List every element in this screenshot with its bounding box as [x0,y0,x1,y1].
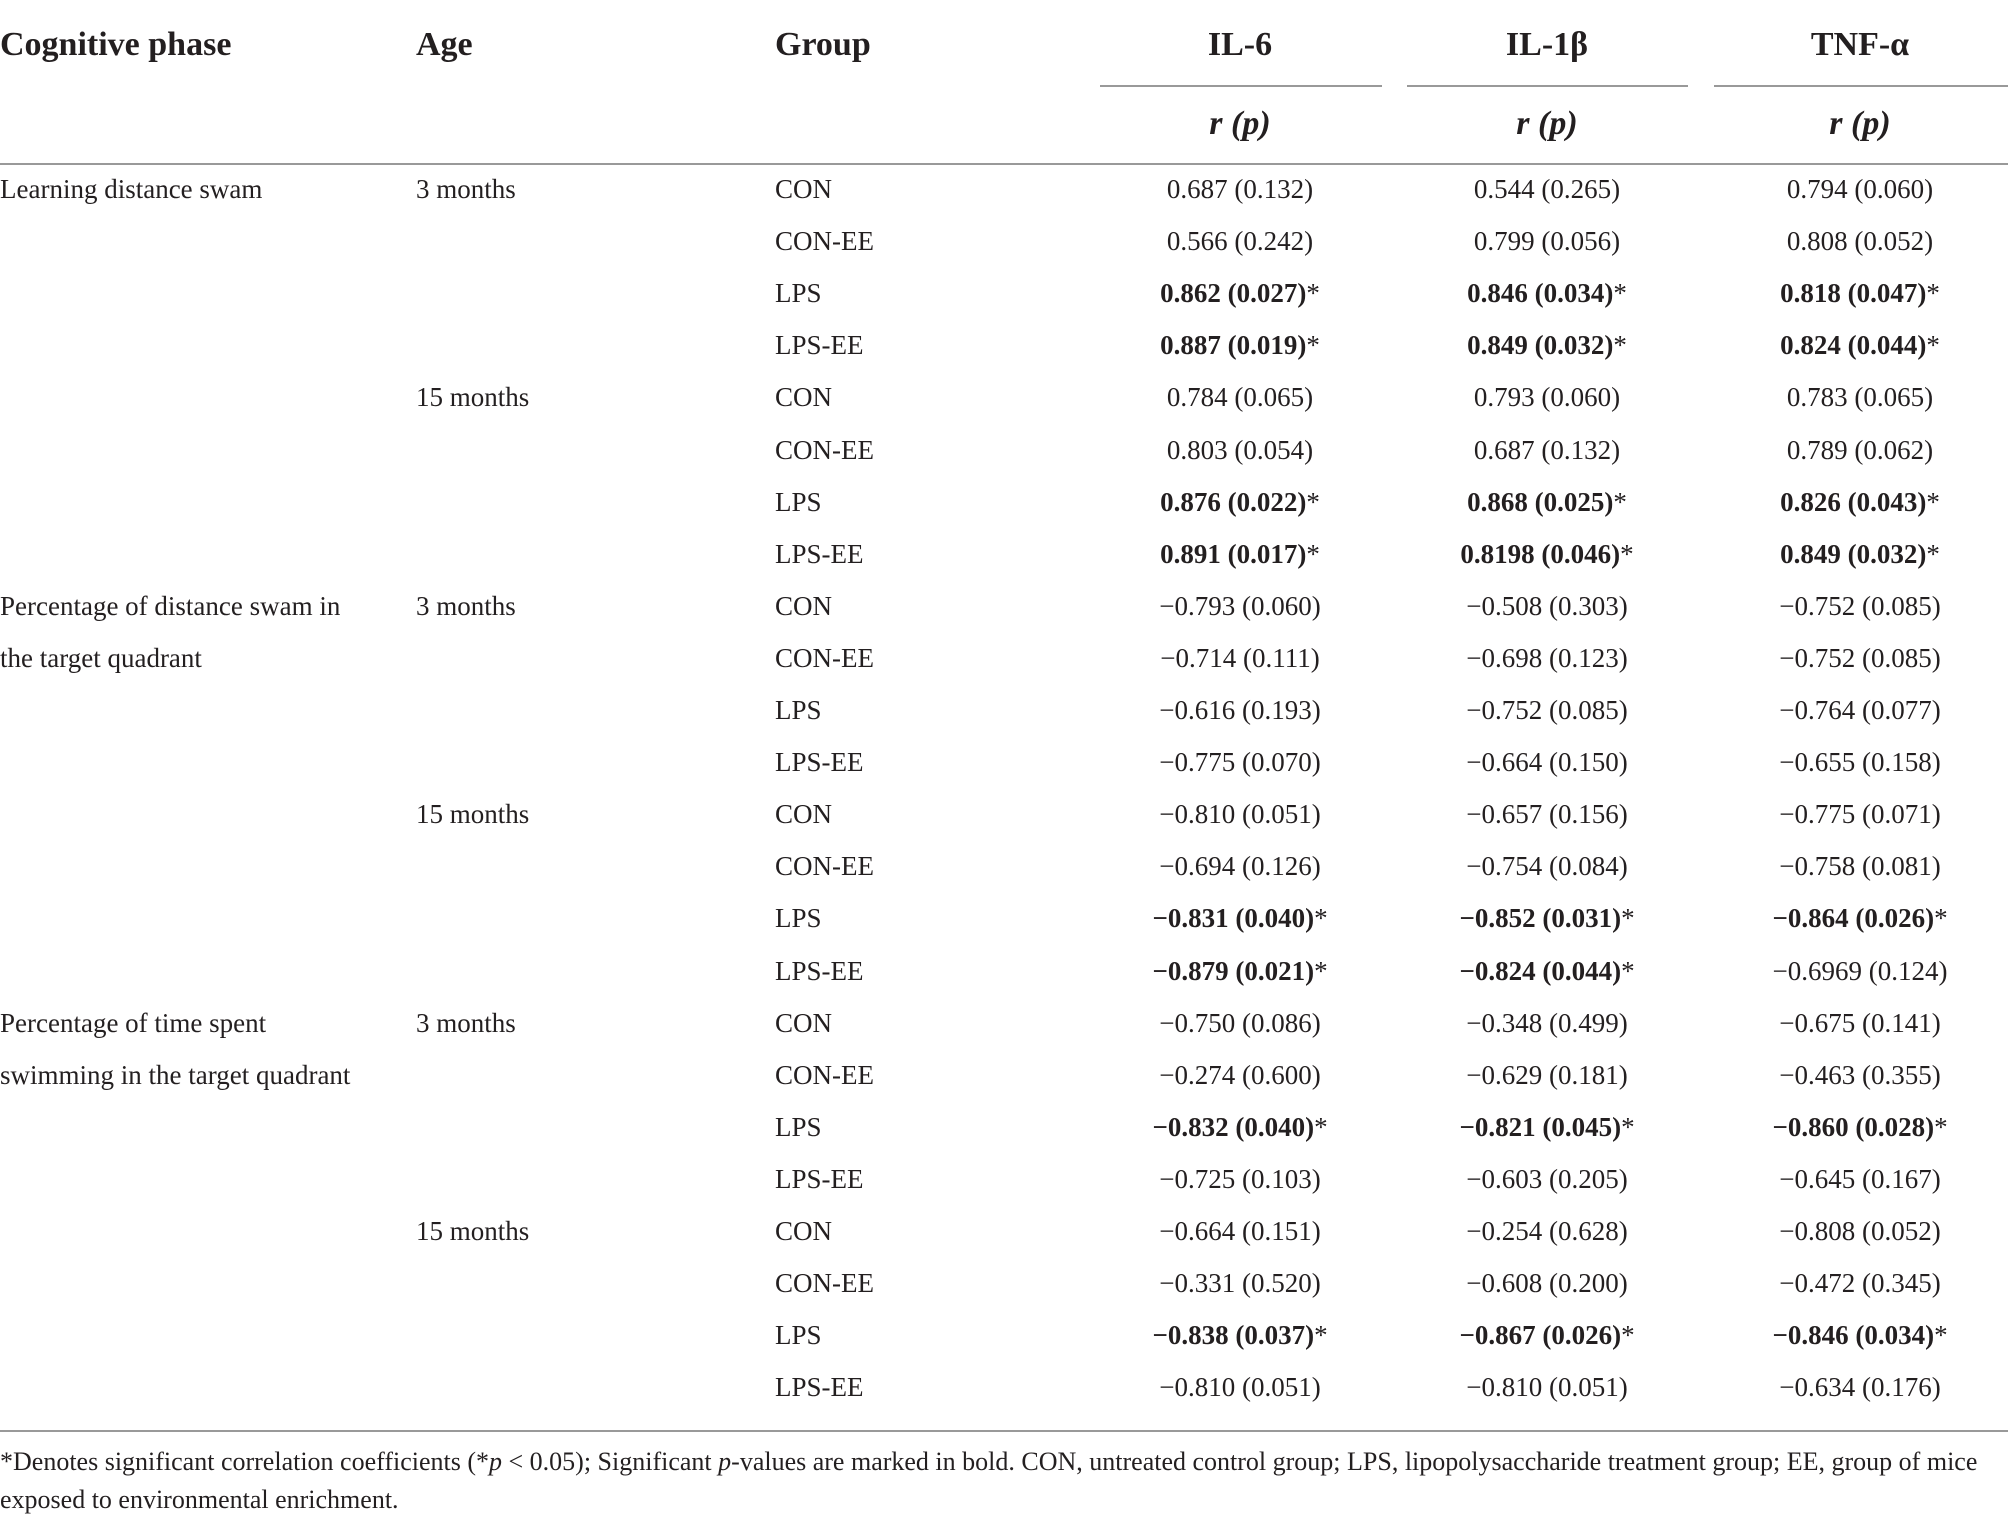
value-cell-tnfa [1780,280,1940,307]
value-cell-il6 [1160,541,1320,568]
value-cell-il6 [1167,176,1313,203]
subheader-il6: r (p) [1209,105,1271,142]
correlation-value: −0.775 (0.071) [1779,799,1941,829]
correlation-value: −0.655 (0.158) [1779,747,1941,777]
significance-marker: * [1314,903,1328,933]
correlation-value: −0.846 (0.034) [1772,1320,1935,1350]
value-cell-il6 [1152,1114,1327,1141]
correlation-value: −0.331 (0.520) [1159,1268,1321,1298]
footnote-p-symbol-2: p [718,1447,732,1476]
value-cell-tnfa [1773,958,1948,985]
correlation-value: −0.831 (0.040) [1152,903,1315,933]
correlation-value: 0.799 (0.056) [1473,226,1621,256]
header-il6: IL-6 [1207,26,1273,63]
value-cell-il6 [1159,749,1320,776]
significance-marker: * [1613,487,1627,517]
correlation-value: −0.664 (0.151) [1159,1216,1321,1246]
correlation-value: −0.879 (0.021) [1152,956,1315,986]
correlation-value: 0.544 (0.265) [1473,174,1621,204]
value-cell-il1b [1466,749,1627,776]
correlation-value: 0.849 (0.032) [1467,330,1614,360]
correlation-value: −0.810 (0.051) [1159,1372,1321,1402]
significance-marker: * [1621,956,1635,986]
value-cell-il1b [1466,593,1627,620]
value-cell-tnfa [1780,332,1940,359]
correlation-value: −0.634 (0.176) [1779,1372,1941,1402]
cognitive-phase-label: Learning distance swam [0,174,263,204]
value-cell-tnfa [1779,697,1940,724]
group-label: LPS-EE [775,539,864,569]
group-label: CON-EE [775,435,874,465]
correlation-value: −0.824 (0.044) [1459,956,1622,986]
group-label: CON [775,174,833,204]
group-label: LPS [775,278,822,308]
value-cell-il1b [1467,332,1627,359]
value-cell-tnfa [1779,853,1940,880]
correlation-value: −0.629 (0.181) [1466,1060,1628,1090]
correlation-value: −0.752 (0.085) [1466,695,1628,725]
group-label: CON-EE [775,226,874,256]
correlation-value: −0.254 (0.628) [1466,1216,1628,1246]
header-cognitive-phase: Cognitive phase [0,26,232,63]
group-label: LPS [775,1112,822,1142]
header-group: Group [775,26,871,63]
value-cell-tnfa [1779,749,1940,776]
cognitive-phase-label: Percentage of distance swam in [0,591,341,621]
correlation-value: −0.864 (0.026) [1772,903,1935,933]
value-cell-il6 [1159,593,1320,620]
value-cell-tnfa [1779,801,1940,828]
value-cell-il1b [1466,801,1627,828]
correlation-value: 0.789 (0.062) [1786,435,1934,465]
correlation-value: −0.764 (0.077) [1779,695,1941,725]
group-label: CON [775,591,833,621]
cognitive-phase-label: swimming in the target quadrant [0,1060,351,1090]
significance-marker: * [1926,278,1940,308]
correlation-value: −0.608 (0.200) [1466,1268,1628,1298]
correlation-value: −0.752 (0.085) [1779,643,1941,673]
significance-marker: * [1934,903,1948,933]
correlation-value: 0.803 (0.054) [1166,435,1314,465]
significance-marker: * [1934,1320,1948,1350]
value-cell-il1b [1466,1218,1627,1245]
value-cell-il6 [1159,801,1320,828]
value-cell-tnfa [1779,593,1940,620]
significance-marker: * [1621,903,1635,933]
age-label: 3 months [416,591,516,621]
correlation-value: −0.810 (0.051) [1466,1372,1628,1402]
value-cell-il1b [1466,1270,1627,1297]
correlation-value: −0.657 (0.156) [1466,799,1628,829]
correlation-value: 0.849 (0.032) [1780,539,1927,569]
significance-marker: * [1306,539,1320,569]
correlation-value: −0.752 (0.085) [1779,591,1941,621]
cognitive-phase-label: Percentage of time spent [0,1008,267,1038]
value-cell-tnfa [1779,1166,1940,1193]
value-cell-il1b [1467,489,1627,516]
value-cell-il1b [1466,697,1627,724]
value-cell-il1b [1466,645,1627,672]
correlation-value: −0.675 (0.141) [1779,1008,1941,1038]
correlation-value: −0.348 (0.499) [1466,1008,1628,1038]
value-cell-il1b [1474,176,1620,203]
significance-marker: * [1314,1320,1328,1350]
correlation-value: 0.824 (0.044) [1780,330,1927,360]
group-label: LPS-EE [775,1372,864,1402]
value-cell-il1b [1474,384,1620,411]
value-cell-tnfa [1787,176,1933,203]
significance-marker: * [1306,330,1320,360]
correlation-value: −0.664 (0.150) [1466,747,1628,777]
significance-marker: * [1306,487,1320,517]
group-label: LPS [775,1320,822,1350]
correlation-value: −0.793 (0.060) [1159,591,1321,621]
correlation-value: 0.846 (0.034) [1467,278,1614,308]
footnote-part-1: *Denotes significant correlation coefficients (* [0,1447,490,1476]
group-label: LPS [775,903,822,933]
group-label: CON [775,799,833,829]
value-cell-il6 [1160,489,1320,516]
header-tnfa: TNF-α [1810,26,1910,63]
value-cell-il1b [1466,1166,1627,1193]
value-cell-il1b [1459,958,1634,985]
value-cell-il1b [1459,905,1634,932]
group-label: CON-EE [775,1060,874,1090]
correlation-value: −0.810 (0.051) [1159,799,1321,829]
significance-marker: * [1314,1112,1328,1142]
correlation-value: 0.784 (0.065) [1166,382,1314,412]
correlation-value: −0.832 (0.040) [1152,1112,1315,1142]
footnote-part-2: < 0.05); Significant [502,1447,719,1476]
correlation-value: 0.887 (0.019) [1160,330,1307,360]
group-label: CON-EE [775,1268,874,1298]
value-cell-il1b [1459,1322,1634,1349]
value-cell-il6 [1152,1322,1327,1349]
significance-marker: * [1926,487,1940,517]
value-cell-il6 [1167,384,1313,411]
age-label: 3 months [416,174,516,204]
value-cell-il6 [1159,697,1320,724]
group-label: LPS [775,487,822,517]
correlation-value: −0.645 (0.167) [1779,1164,1941,1194]
correlation-value: −0.694 (0.126) [1159,851,1321,881]
group-label: CON [775,382,833,412]
correlation-value: 0.8198 (0.046) [1460,539,1621,569]
significance-marker: * [1926,330,1940,360]
significance-marker: * [1306,278,1320,308]
correlation-value: −0.725 (0.103) [1159,1164,1321,1194]
age-label: 15 months [416,799,530,829]
value-cell-il6 [1159,1062,1320,1089]
value-cell-il6 [1167,228,1313,255]
value-cell-tnfa [1787,437,1933,464]
correlation-value: −0.508 (0.303) [1466,591,1628,621]
correlation-value: −0.714 (0.111) [1160,643,1320,673]
footnote-p-symbol: p [489,1447,503,1476]
value-cell-il6 [1159,1374,1320,1401]
table-footnote [0,1443,1990,1519]
correlation-value: −0.775 (0.070) [1159,747,1321,777]
significance-marker: * [1314,956,1328,986]
value-cell-tnfa [1772,1322,1947,1349]
group-label: LPS-EE [775,330,864,360]
value-cell-il6 [1159,1010,1320,1037]
significance-marker: * [1621,1320,1635,1350]
value-cell-tnfa [1787,384,1933,411]
correlation-value: 0.891 (0.017) [1160,539,1307,569]
age-label: 15 months [416,382,530,412]
value-cell-il6 [1152,958,1327,985]
value-cell-il6 [1159,1218,1320,1245]
correlation-value: −0.750 (0.086) [1159,1008,1321,1038]
group-label: CON-EE [775,851,874,881]
header-rule-tnfa [1714,85,2008,87]
group-label: CON-EE [775,643,874,673]
group-label: LPS [775,695,822,725]
group-label: CON [775,1008,833,1038]
correlation-value: −0.616 (0.193) [1159,695,1321,725]
correlation-value: 0.826 (0.043) [1780,487,1927,517]
value-cell-tnfa [1779,1218,1940,1245]
correlation-value: 0.687 (0.132) [1473,435,1621,465]
correlation-value: −0.274 (0.600) [1159,1060,1321,1090]
value-cell-tnfa [1779,1374,1940,1401]
age-label: 3 months [416,1008,516,1038]
age-label: 15 months [416,1216,530,1246]
value-cell-tnfa [1779,1270,1940,1297]
value-cell-il6 [1160,280,1320,307]
correlation-value: 0.794 (0.060) [1786,174,1934,204]
correlation-value: −0.838 (0.037) [1152,1320,1315,1350]
cognitive-phase-label: the target quadrant [0,643,202,673]
correlation-value: 0.793 (0.060) [1473,382,1621,412]
group-label: LPS-EE [775,1164,864,1194]
value-cell-tnfa [1772,905,1947,932]
correlation-value: −0.603 (0.205) [1466,1164,1628,1194]
correlation-value: −0.808 (0.052) [1779,1216,1941,1246]
value-cell-il6 [1159,853,1320,880]
value-cell-il1b [1474,228,1620,255]
significance-marker: * [1613,278,1627,308]
correlation-value: 0.818 (0.047) [1780,278,1927,308]
correlation-value: −0.472 (0.345) [1779,1268,1941,1298]
footnote-part-3: -values are marked in bold. CON, untreated control group; LPS, lipopolysaccharide treatment group; EE, group of mice exposed to environmental enrichment. [0,1447,1978,1514]
value-cell-tnfa [1780,541,1940,568]
correlation-value: −0.860 (0.028) [1772,1112,1935,1142]
header-rule-il1b [1407,85,1688,87]
subheader-il1b: r (p) [1516,105,1578,142]
correlation-value: 0.868 (0.025) [1467,487,1614,517]
value-cell-il1b [1466,1374,1627,1401]
correlation-value: 0.876 (0.022) [1160,487,1307,517]
correlation-value: −0.6969 (0.124) [1772,956,1948,986]
correlation-value: −0.867 (0.026) [1459,1320,1622,1350]
correlation-value: −0.821 (0.045) [1459,1112,1622,1142]
value-cell-il1b [1467,280,1627,307]
value-cell-il1b [1466,853,1627,880]
value-cell-il6 [1152,905,1327,932]
value-cell-tnfa [1787,228,1933,255]
header-rule-il6 [1100,85,1382,87]
correlation-value: 0.808 (0.052) [1786,226,1934,256]
correlation-value: −0.758 (0.081) [1779,851,1941,881]
value-cell-il1b [1459,1114,1634,1141]
header-il1b: IL-1β [1505,26,1589,63]
value-cell-il1b [1466,1062,1627,1089]
significance-marker: * [1621,1112,1635,1142]
subheader-tnfa: r (p) [1829,105,1891,142]
correlation-value: 0.687 (0.132) [1166,174,1314,204]
value-cell-il1b [1474,437,1620,464]
significance-marker: * [1620,539,1634,569]
value-cell-tnfa [1779,645,1940,672]
correlation-value: −0.852 (0.031) [1459,903,1622,933]
significance-marker: * [1926,539,1940,569]
group-label: LPS-EE [775,747,864,777]
header-age: Age [416,26,473,63]
value-cell-il1b [1466,1010,1627,1037]
value-cell-tnfa [1779,1062,1940,1089]
correlation-value: −0.698 (0.123) [1466,643,1628,673]
value-cell-il6 [1159,1166,1320,1193]
significance-marker: * [1613,330,1627,360]
correlation-value: −0.754 (0.084) [1466,851,1628,881]
value-cell-il6 [1160,332,1320,359]
correlation-value: 0.783 (0.065) [1786,382,1934,412]
value-cell-il6 [1159,1270,1320,1297]
value-cell-il6 [1160,645,1319,672]
correlation-value: 0.566 (0.242) [1166,226,1314,256]
group-label: LPS-EE [775,956,864,986]
significance-marker: * [1934,1112,1948,1142]
value-cell-tnfa [1772,1114,1947,1141]
table-bottom-rule [0,1430,2008,1432]
value-cell-tnfa [1780,489,1940,516]
correlation-value: −0.463 (0.355) [1779,1060,1941,1090]
correlation-value: 0.862 (0.027) [1160,278,1307,308]
group-label: CON [775,1216,833,1246]
value-cell-il1b [1460,541,1633,568]
value-cell-il6 [1167,437,1313,464]
value-cell-tnfa [1779,1010,1940,1037]
header-bottom-rule [0,163,2008,165]
